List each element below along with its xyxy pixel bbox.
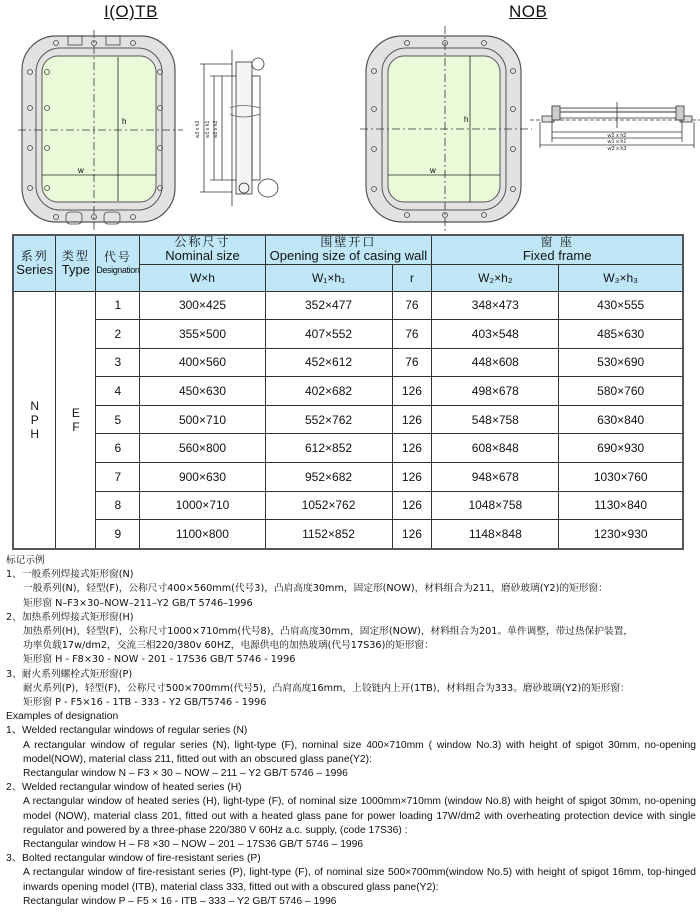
cell-designation: 3 xyxy=(96,348,140,377)
cn-item-code: 矩形窗 N–F3×30–NOW–211–Y2 GB/T 5746–1996 xyxy=(23,597,253,609)
en-item-paragraph: A rectangular window of fire-resistant series (P), light-type (F), of nominal size 500×700mm(window No.5) with height of spigot 16mm, top-hinged inwards opening model (ITB), material class 333, fitted out with a obscured glass pane(Y2): xyxy=(23,867,696,893)
dim-label-w2h2: w2 x h2 xyxy=(213,120,219,138)
cell-w3h3: 1030×760 xyxy=(559,463,683,492)
table-row xyxy=(13,405,683,434)
cell-w1h1: 352×477 xyxy=(265,291,392,320)
subheader-w3h3: W₃×h₃ xyxy=(559,264,683,291)
en-item-code: Rectangular window P – F5 × 16 - ITB – 333 – Y2 GB/T 5746 – 1996 xyxy=(23,895,337,907)
table-row xyxy=(13,377,683,406)
dim-label-w1h1: w1 x h1 xyxy=(607,139,627,145)
cell-w3h3: 1130×840 xyxy=(559,491,683,520)
en-item-title: 1、Welded rectangular windows of regular series (N) xyxy=(6,725,248,737)
cn-heading: 标记示例 xyxy=(6,555,45,566)
cell-wh: 1000×710 xyxy=(140,491,265,520)
cell-w3h3: 485×630 xyxy=(559,320,683,349)
cell-w2h2: 548×758 xyxy=(432,405,559,434)
cell-w1h1: 452×612 xyxy=(265,348,392,377)
header-series: 系列 Series xyxy=(13,235,56,291)
cell-r: 76 xyxy=(392,348,432,377)
en-item-paragraph: A rectangular window of heated series (H), light-type (F), of nominal size 1000mm×710mm (window No.8) with height of spigot 30mm, no-opening model (NOW), material class 201, fitted out with a heated glass pane for power loading 17W/dm2 with overheating protection device with single regulator and powered by a three-phase 220/380 V 60Hz a.c. supply, (code 17S36) : xyxy=(23,796,696,836)
en-heading: Examples of designation xyxy=(6,711,119,723)
cell-w1h1: 612×852 xyxy=(265,434,392,463)
subheader-r: r xyxy=(392,264,432,291)
cell-w2h2: 1048×758 xyxy=(432,491,559,520)
type-cell: E F xyxy=(56,291,96,549)
cell-wh: 560×800 xyxy=(140,434,265,463)
subheader-w2h2: W₂×h₂ xyxy=(432,264,559,291)
cell-wh: 400×560 xyxy=(140,348,265,377)
cell-r: 126 xyxy=(392,434,432,463)
cell-w2h2: 498×678 xyxy=(432,377,559,406)
table-row xyxy=(13,291,683,320)
dim-label-w2h2: w2 x h2 xyxy=(607,133,627,139)
dim-label-w3h3: w3 x h3 xyxy=(195,120,201,138)
dim-label-w1h1: w1 x h1 xyxy=(205,120,211,138)
cell-w3h3: 630×840 xyxy=(559,405,683,434)
cell-r: 126 xyxy=(392,491,432,520)
table-row xyxy=(13,434,683,463)
cell-r: 126 xyxy=(392,520,432,549)
cell-w1h1: 407×552 xyxy=(265,320,392,349)
table-row xyxy=(13,520,683,549)
cell-wh: 355×500 xyxy=(140,320,265,349)
series-cell: N P H xyxy=(13,291,56,549)
header-fixed-frame: 窗 座 Fixed frame xyxy=(432,235,683,264)
cell-w3h3: 1230×930 xyxy=(559,520,683,549)
cell-w1h1: 552×762 xyxy=(265,405,392,434)
cell-w2h2: 1148×848 xyxy=(432,520,559,549)
cell-designation: 2 xyxy=(96,320,140,349)
drawing-title-iotb: I(O)TB xyxy=(104,2,158,21)
subheader-wh: W×h xyxy=(140,264,265,291)
header-type: 类型 Type xyxy=(56,235,96,291)
glass-pane xyxy=(42,56,156,202)
cell-designation: 7 xyxy=(96,463,140,492)
cell-designation: 9 xyxy=(96,520,140,549)
cell-w2h2: 403×548 xyxy=(432,320,559,349)
cell-r: 126 xyxy=(392,463,432,492)
en-item-title: 3、Bolted rectangular window of fire-resistant series (P) xyxy=(6,853,261,865)
header-designation: 代号 Designation xyxy=(96,235,140,291)
cn-item-line: 一般系列(N)，轻型(F)，公称尺寸400×560mm(代号3)，凸肩高度30mm，固定形(NOW)，材料组合为211，磨砂玻璃(Y2)的矩形窗： xyxy=(23,583,608,595)
cell-r: 126 xyxy=(392,405,432,434)
cell-r: 76 xyxy=(392,291,432,320)
cell-designation: 6 xyxy=(96,434,140,463)
cn-item-title: 1、一般系列焊接式矩形窗(N) xyxy=(6,569,134,581)
cell-wh: 900×630 xyxy=(140,463,265,492)
table-row xyxy=(13,348,683,377)
cell-designation: 8 xyxy=(96,491,140,520)
en-item-code: Rectangular window N – F3 × 30 – NOW – 211 – Y2 GB/T 5746 – 1996 xyxy=(23,768,348,780)
cn-item-code: 矩形窗 P - F5×16 - 1TB - 333 - Y2 GB/T5746 - 1996 xyxy=(23,697,267,709)
cn-item-title: 3、耐火系列螺栓式矩形窗(P) xyxy=(6,668,133,680)
cell-designation: 5 xyxy=(96,405,140,434)
cn-item-line: 功率负载17w/dm2，交流三相220/380v 60HZ，电源供电的加热玻璃(代号17S36)的矩形窗： xyxy=(23,640,434,652)
nob-section-view-drawing xyxy=(530,100,700,165)
drawing-title-nob: NOB xyxy=(509,2,548,21)
cell-w3h3: 690×930 xyxy=(559,434,683,463)
designation-examples xyxy=(6,554,696,909)
cell-wh: 1100×800 xyxy=(140,520,265,549)
cell-w1h1: 1052×762 xyxy=(265,491,392,520)
cell-w3h3: 430×555 xyxy=(559,291,683,320)
iotb-front-view-drawing xyxy=(18,30,183,230)
cell-w1h1: 402×682 xyxy=(265,377,392,406)
table-row xyxy=(13,463,683,492)
cn-item-line: 耐火系列(P)，轻型(F)，公称尺寸500×700mm(代号5)，凸肩高度16mm，上铰链内上开(1TB)，材料组合为333。磨砂玻璃(Y2)的矩形窗： xyxy=(23,682,630,694)
en-item-paragraph: A rectangular window of regular series (N), light-type (F), nominal size 400×710mm ( window No.3) with height of spigot 30mm, no-opening model(NOW), material class 211, fitted out with an obscured glass pane(Y2): xyxy=(23,739,696,765)
cell-wh: 450×630 xyxy=(140,377,265,406)
nob-front-view-drawing xyxy=(360,26,532,231)
dim-label-w: w xyxy=(430,166,436,175)
cn-item-title: 2、加热系列焊接式矩形窗(H) xyxy=(6,611,134,623)
cell-r: 76 xyxy=(392,320,432,349)
header-opening-size: 围壁开口 Opening size of casing wall xyxy=(265,235,432,264)
dim-label-h: h xyxy=(464,115,469,124)
cn-item-code: 矩形窗 H - F8×30 - NOW - 201 - 17S36 GB/T 5746 - 1996 xyxy=(23,654,296,666)
cell-w1h1: 1152×852 xyxy=(265,520,392,549)
en-item-code: Rectangular window H – F8 ×30 – NOW – 201 – 17S36 GB/T 5746 – 1996 xyxy=(23,839,364,851)
cn-item-line: 加热系列(H)，轻型(F)，公称尺寸1000×710mm(代号8)，凸肩高度30mm，固定形(NOW)，材料组合为201。单件调整，带过热保护装置， xyxy=(23,626,634,638)
cell-w3h3: 580×760 xyxy=(559,377,683,406)
cell-w2h2: 448×608 xyxy=(432,348,559,377)
cell-designation: 1 xyxy=(96,291,140,320)
cell-w2h2: 948×678 xyxy=(432,463,559,492)
dim-label-h: h xyxy=(122,117,127,126)
cell-wh: 300×425 xyxy=(140,291,265,320)
cell-w2h2: 608×848 xyxy=(432,434,559,463)
dim-label-w3h3: w3 x h3 xyxy=(607,146,627,152)
window-spec-table xyxy=(12,234,684,550)
cell-w2h2: 348×473 xyxy=(432,291,559,320)
cell-w1h1: 952×682 xyxy=(265,463,392,492)
cell-designation: 4 xyxy=(96,377,140,406)
subheader-w1h1: W₁×h₁ xyxy=(265,264,392,291)
cell-r: 126 xyxy=(392,377,432,406)
cell-wh: 500×710 xyxy=(140,405,265,434)
iotb-section-view-drawing xyxy=(192,48,282,208)
header-nominal-size: 公称尺寸 Nominal size xyxy=(140,235,265,264)
table-row xyxy=(13,320,683,349)
table-row xyxy=(13,491,683,520)
en-item-title: 2、Welded rectangular window of heated series (H) xyxy=(6,782,242,794)
cell-w3h3: 530×690 xyxy=(559,348,683,377)
dim-label-w: w xyxy=(78,166,84,175)
